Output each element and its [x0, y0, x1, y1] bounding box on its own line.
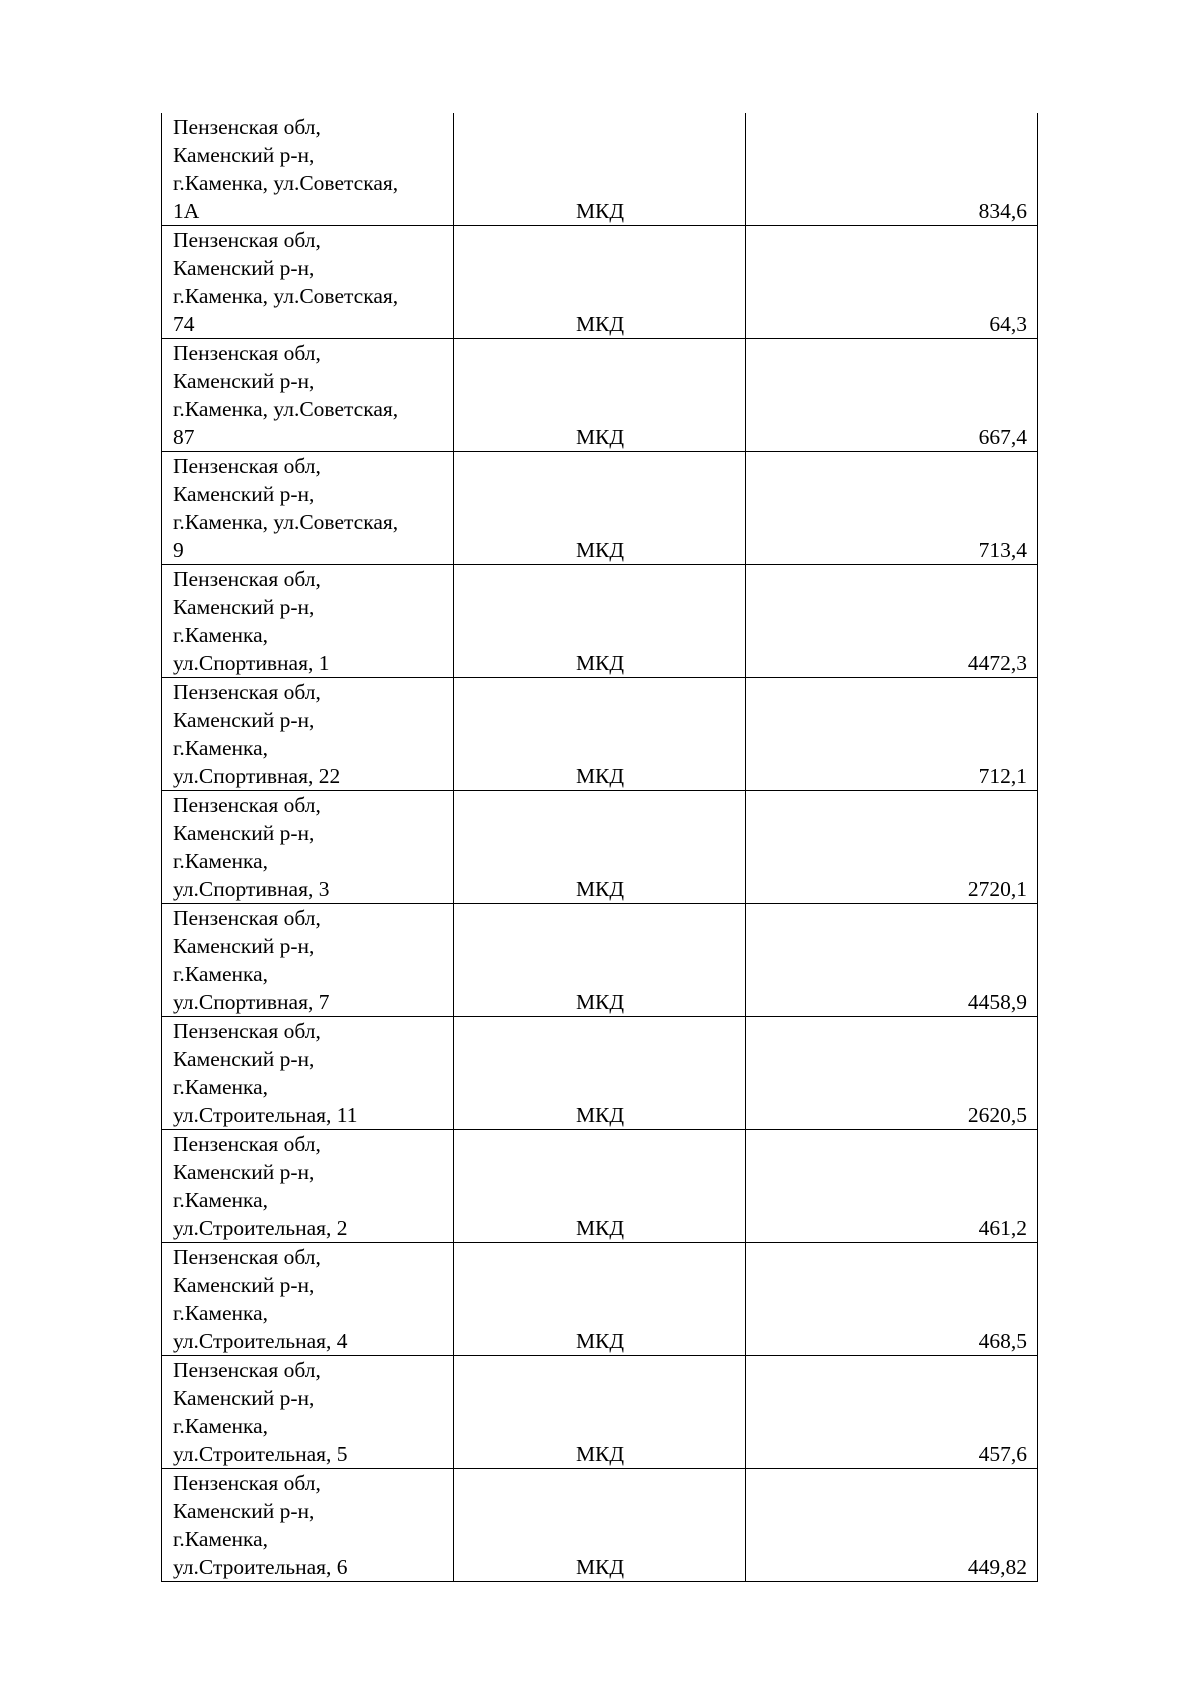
- address-line: Каменский р-н,: [173, 1273, 315, 1297]
- address-cell: [162, 1130, 454, 1243]
- address-line: Пензенская обл,: [173, 1132, 321, 1156]
- address-line: г.Каменка,: [173, 1527, 269, 1551]
- address-line: г.Каменка,: [173, 736, 269, 760]
- area-cell: 834,6: [746, 113, 1038, 226]
- address-line: Пензенская обл,: [173, 1245, 321, 1269]
- address-line: Пензенская обл,: [173, 1358, 321, 1382]
- table-row: [162, 1130, 1038, 1243]
- building-type-cell: МКД: [454, 113, 746, 226]
- address-line: Пензенская обл,: [173, 1019, 321, 1043]
- address-line: ул.Строительная, 5: [173, 1442, 348, 1466]
- table-row: [162, 1469, 1038, 1582]
- address-line: г.Каменка, ул.Советская,: [173, 171, 399, 195]
- building-type-cell: МКД: [454, 1356, 746, 1469]
- address-cell: [162, 565, 454, 678]
- address-line: ул.Строительная, 2: [173, 1216, 348, 1240]
- address-line: Пензенская обл,: [173, 228, 321, 252]
- address-cell: [162, 226, 454, 339]
- address-line: Каменский р-н,: [173, 482, 315, 506]
- building-type-cell: МКД: [454, 678, 746, 791]
- address-line: г.Каменка, ул.Советская,: [173, 510, 399, 534]
- table-row: [162, 339, 1038, 452]
- building-type-cell: МКД: [454, 1130, 746, 1243]
- address-line: г.Каменка, ул.Советская,: [173, 397, 399, 421]
- area-cell: 713,4: [746, 452, 1038, 565]
- address-line: г.Каменка,: [173, 1075, 269, 1099]
- address-cell: [162, 339, 454, 452]
- address-cell: [162, 1356, 454, 1469]
- table-row: [162, 565, 1038, 678]
- address-line: Каменский р-н,: [173, 1047, 315, 1071]
- address-line: г.Каменка,: [173, 1414, 269, 1438]
- building-type-cell: МКД: [454, 1243, 746, 1356]
- address-line: Каменский р-н,: [173, 369, 315, 393]
- area-cell: 449,82: [746, 1469, 1038, 1582]
- area-cell: 457,6: [746, 1356, 1038, 1469]
- address-line: Пензенская обл,: [173, 454, 321, 478]
- housing-table: [161, 113, 1038, 1582]
- area-cell: 712,1: [746, 678, 1038, 791]
- address-line: Пензенская обл,: [173, 1471, 321, 1495]
- table-row: [162, 791, 1038, 904]
- table-row: [162, 452, 1038, 565]
- address-line: Каменский р-н,: [173, 1386, 315, 1410]
- area-cell: 461,2: [746, 1130, 1038, 1243]
- table-row: [162, 226, 1038, 339]
- address-line: ул.Спортивная, 3: [173, 877, 330, 901]
- address-cell: [162, 1243, 454, 1356]
- address-line: Пензенская обл,: [173, 567, 321, 591]
- address-line: 1А: [173, 199, 200, 223]
- address-line: Каменский р-н,: [173, 595, 315, 619]
- area-cell: 64,3: [746, 226, 1038, 339]
- address-line: Пензенская обл,: [173, 906, 321, 930]
- building-type-cell: МКД: [454, 565, 746, 678]
- address-line: Каменский р-н,: [173, 1160, 315, 1184]
- table-row: [162, 113, 1038, 226]
- building-type-cell: МКД: [454, 1469, 746, 1582]
- address-line: г.Каменка,: [173, 962, 269, 986]
- building-type-cell: МКД: [454, 226, 746, 339]
- address-cell: [162, 904, 454, 1017]
- address-line: ул.Строительная, 11: [173, 1103, 358, 1127]
- address-line: ул.Строительная, 4: [173, 1329, 348, 1353]
- address-line: ул.Спортивная, 7: [173, 990, 330, 1014]
- address-line: 87: [173, 425, 195, 449]
- building-type-cell: МКД: [454, 452, 746, 565]
- building-type-cell: МКД: [454, 791, 746, 904]
- table-row: [162, 1243, 1038, 1356]
- area-cell: 2620,5: [746, 1017, 1038, 1130]
- address-line: Пензенская обл,: [173, 341, 321, 365]
- address-line: 74: [173, 312, 195, 336]
- area-cell: 2720,1: [746, 791, 1038, 904]
- address-line: г.Каменка,: [173, 1301, 269, 1325]
- building-type-cell: МКД: [454, 904, 746, 1017]
- area-cell: 667,4: [746, 339, 1038, 452]
- table-row: [162, 1017, 1038, 1130]
- address-cell: [162, 452, 454, 565]
- address-cell: [162, 1017, 454, 1130]
- table-row: [162, 904, 1038, 1017]
- table-row: [162, 1356, 1038, 1469]
- area-cell: 468,5: [746, 1243, 1038, 1356]
- address-line: Каменский р-н,: [173, 256, 315, 280]
- address-line: ул.Строительная, 6: [173, 1555, 348, 1579]
- address-line: Каменский р-н,: [173, 708, 315, 732]
- address-line: Каменский р-н,: [173, 934, 315, 958]
- address-cell: [162, 791, 454, 904]
- address-line: г.Каменка,: [173, 1188, 269, 1212]
- address-cell: [162, 113, 454, 226]
- table-row: [162, 678, 1038, 791]
- address-line: Каменский р-н,: [173, 1499, 315, 1523]
- table-body: [162, 113, 1038, 1582]
- address-line: г.Каменка, ул.Советская,: [173, 284, 399, 308]
- area-cell: 4458,9: [746, 904, 1038, 1017]
- address-line: г.Каменка,: [173, 849, 269, 873]
- address-line: г.Каменка,: [173, 623, 269, 647]
- address-line: Каменский р-н,: [173, 143, 315, 167]
- building-type-cell: МКД: [454, 339, 746, 452]
- address-line: ул.Спортивная, 22: [173, 764, 341, 788]
- building-type-cell: МКД: [454, 1017, 746, 1130]
- area-cell: 4472,3: [746, 565, 1038, 678]
- address-line: ул.Спортивная, 1: [173, 651, 330, 675]
- address-line: 9: [173, 538, 184, 562]
- address-line: Пензенская обл,: [173, 680, 321, 704]
- address-line: Пензенская обл,: [173, 115, 321, 139]
- address-line: Пензенская обл,: [173, 793, 321, 817]
- address-cell: [162, 678, 454, 791]
- address-cell: [162, 1469, 454, 1582]
- address-line: Каменский р-н,: [173, 821, 315, 845]
